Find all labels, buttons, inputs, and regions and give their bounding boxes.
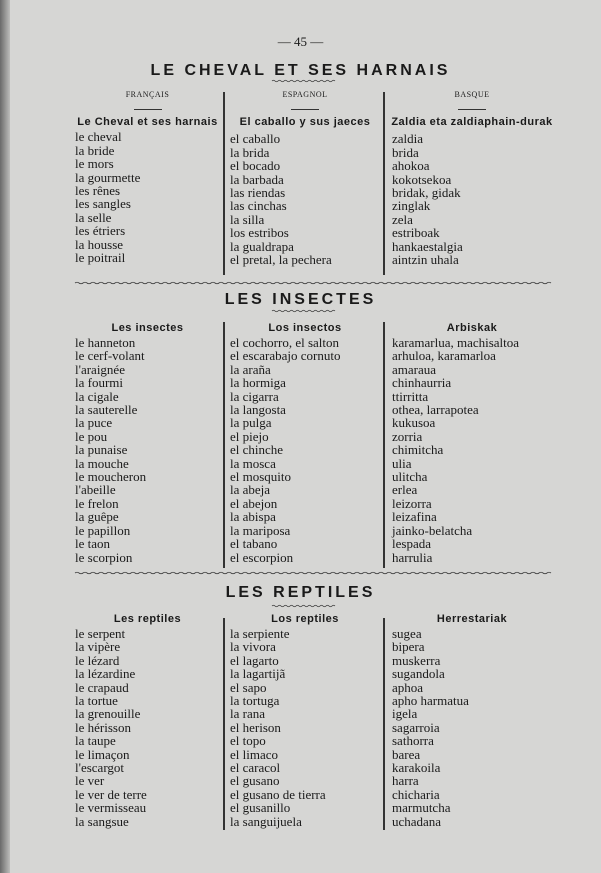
list-item: arhuloa, karamarloa	[392, 348, 496, 364]
list-item: l'escargot	[75, 760, 125, 776]
column-header: Les insectes	[111, 322, 184, 334]
list-item: la punaise	[75, 442, 128, 458]
column-header: El caballo y sus jaeces	[239, 116, 371, 129]
list-item: le scorpion	[75, 549, 133, 565]
column-header: Arbiskak	[446, 322, 498, 334]
list-item: sathorra	[392, 733, 434, 749]
list-item: harra	[392, 773, 419, 789]
list-item: el escarabajo cornuto	[230, 348, 341, 364]
list-item: el caracol	[230, 760, 281, 776]
title-ornament	[272, 80, 335, 82]
list-item: la bride	[75, 142, 115, 158]
list-item: los estribos	[230, 225, 289, 241]
column-divider	[383, 92, 385, 275]
list-item: aintzin uhala	[392, 252, 459, 268]
list-item: amaraua	[392, 361, 437, 377]
column-header: Zaldia eta zaldiaphain-durak	[391, 116, 553, 129]
list-item: la vivora	[230, 639, 276, 655]
list-item: karakoila	[392, 760, 441, 776]
list-item: la gourmette	[75, 169, 141, 185]
list-item: la sangsue	[75, 813, 129, 829]
list-item: la grenouille	[75, 706, 141, 722]
column-es	[225, 322, 385, 564]
column-divider	[383, 618, 385, 830]
list-item: la selle	[75, 209, 112, 225]
column-fr	[70, 613, 225, 828]
list-item: el caballo	[230, 131, 281, 147]
list-item: les étriers	[75, 223, 126, 239]
list-item: leizorra	[392, 495, 432, 511]
list-item: la gualdrapa	[230, 238, 294, 254]
list-item: la tortuga	[230, 693, 280, 709]
list-item: el sapo	[230, 679, 267, 695]
list-item: hankaestalgia	[392, 238, 463, 254]
language-label: BASQUE	[454, 90, 490, 99]
list-item: ahokoa	[392, 158, 430, 174]
list-item: marmutcha	[392, 800, 451, 816]
column-divider	[223, 92, 225, 275]
list-item: le moucheron	[75, 469, 147, 485]
list-item: la tortue	[75, 693, 118, 709]
column-header: Les reptiles	[113, 613, 182, 625]
list-item: estriboak	[392, 225, 440, 241]
list-item: bipera	[392, 639, 425, 655]
list-item: apho harmatua	[392, 693, 469, 709]
list-item: la vipère	[75, 639, 121, 655]
list-item: zaldia	[392, 131, 424, 147]
list-item: sugea	[392, 626, 422, 641]
list-item: jainko-belatcha	[392, 522, 473, 538]
list-item: el abejon	[230, 495, 278, 511]
list-item: la puce	[75, 415, 113, 431]
list-item: zorria	[392, 428, 423, 444]
column-header: Herrestariak	[436, 613, 508, 625]
list-item: zinglak	[392, 198, 431, 214]
list-item: la brida	[230, 144, 270, 160]
list-item: el chinche	[230, 442, 284, 458]
list-item: la rana	[230, 706, 266, 722]
page-number: — 45 —	[277, 34, 324, 49]
column-es	[225, 88, 385, 266]
list-item: l'araignée	[75, 361, 125, 377]
list-item: harrulia	[392, 549, 433, 565]
list-item: la sauterelle	[75, 402, 138, 418]
list-item: bridak, gidak	[392, 185, 461, 201]
list-item: lespada	[392, 536, 431, 552]
list-item: sagarroia	[392, 719, 440, 735]
list-item: las cinchas	[230, 198, 287, 214]
divider	[458, 109, 486, 110]
list-item: el lagarto	[230, 652, 279, 668]
list-item: ulia	[392, 455, 412, 471]
list-item: el escorpion	[230, 549, 294, 565]
list-item: chicharia	[392, 786, 440, 802]
list-item: sugandola	[392, 666, 445, 682]
list-item: le cerf-volant	[75, 348, 145, 364]
list-item: erlea	[392, 482, 418, 498]
list-item: le ver de terre	[75, 786, 147, 802]
list-item: la sanguijuela	[230, 813, 302, 829]
list-item: l'abeille	[75, 482, 116, 498]
list-item: le papillon	[75, 522, 131, 538]
column-divider	[223, 618, 225, 830]
list-item: la araña	[230, 361, 271, 377]
list-item: el piejo	[230, 428, 269, 444]
list-item: le poitrail	[75, 250, 126, 266]
list-item: la mariposa	[230, 522, 291, 538]
section-separator	[75, 572, 551, 574]
list-item: chimitcha	[392, 442, 444, 458]
list-item: igela	[392, 706, 418, 722]
list-item: la lézardine	[75, 666, 136, 682]
list-item: el limaco	[230, 746, 279, 762]
list-item: la mosca	[230, 455, 276, 471]
divider	[291, 109, 319, 110]
list-item: la abeja	[230, 482, 271, 498]
list-item: la silla	[230, 211, 265, 227]
list-item: les sangles	[75, 196, 131, 212]
column-es	[225, 613, 385, 828]
list-item: las riendas	[230, 185, 286, 201]
list-item: othea, larrapotea	[392, 402, 479, 418]
list-item: el gusanillo	[230, 800, 291, 816]
list-item: le limaçon	[75, 746, 130, 762]
list-item: el tabano	[230, 536, 278, 552]
list-item: karamarlua, machisaltoa	[392, 335, 520, 350]
title-ornament	[272, 310, 335, 312]
column-divider	[383, 322, 385, 568]
list-item: leizafina	[392, 509, 437, 525]
list-item: le lézard	[75, 652, 120, 668]
section-title: LE CHEVAL ET SES HARNAIS	[150, 62, 451, 79]
language-label: FRANÇAIS	[125, 90, 170, 99]
section-separator	[75, 282, 551, 284]
list-item: barea	[392, 746, 421, 762]
list-item: la hormiga	[230, 375, 286, 391]
list-item: zela	[392, 211, 413, 227]
list-item: el topo	[230, 733, 266, 749]
list-item: el gusano	[230, 773, 280, 789]
column-eu	[387, 613, 557, 828]
list-item: le hérisson	[75, 719, 131, 735]
list-item: aphoa	[392, 679, 424, 695]
list-item: chinhaurria	[392, 375, 452, 391]
title-ornament	[272, 605, 335, 607]
list-item: le frelon	[75, 495, 119, 511]
list-item: la abispa	[230, 509, 276, 525]
list-item: le hanneton	[75, 335, 136, 350]
list-item: el gusano de tierra	[230, 786, 326, 802]
column-eu	[387, 322, 557, 564]
list-item: le taon	[75, 536, 111, 552]
column-eu	[387, 88, 557, 266]
list-item: la serpiente	[230, 626, 290, 641]
column-header: Los reptiles	[271, 613, 339, 625]
list-item: le mors	[75, 156, 114, 172]
list-item: la cigale	[75, 388, 119, 404]
list-item: ttirritta	[392, 388, 429, 404]
list-item: le cheval	[75, 129, 122, 145]
column-divider	[223, 322, 225, 568]
list-item: la barbada	[230, 171, 284, 187]
list-item: le pou	[75, 428, 108, 444]
section-title: LES INSECTES	[224, 291, 377, 308]
list-item: les rênes	[75, 183, 121, 199]
list-item: el pretal, la pechera	[230, 252, 332, 268]
list-item: el mosquito	[230, 469, 292, 485]
list-item: la lagartijã	[230, 666, 286, 682]
list-item: el cochorro, el salton	[230, 335, 340, 350]
list-item: el herison	[230, 719, 281, 735]
list-item: muskerra	[392, 652, 441, 668]
list-item: la pulga	[230, 415, 272, 431]
column-header: Los insectos	[268, 322, 342, 334]
section-title: LES REPTILES	[225, 584, 376, 601]
language-label: ESPAGNOL	[282, 90, 328, 99]
list-item: la taupe	[75, 733, 116, 749]
list-item: uchadana	[392, 813, 442, 829]
list-item: le serpent	[75, 626, 126, 641]
list-item: la langosta	[230, 402, 286, 418]
column-header: Le Cheval et ses harnais	[77, 116, 218, 129]
list-item: la fourmi	[75, 375, 124, 391]
list-item: la guêpe	[75, 509, 119, 525]
list-item: ulitcha	[392, 469, 428, 485]
column-fr	[70, 88, 225, 264]
list-item: la housse	[75, 236, 124, 252]
column-fr	[70, 322, 225, 564]
divider	[134, 109, 162, 110]
list-item: la mouche	[75, 455, 129, 471]
list-item: kukusoa	[392, 415, 436, 431]
list-item: brida	[392, 144, 419, 160]
list-item: el bocado	[230, 158, 281, 174]
list-item: kokotsekoa	[392, 171, 452, 187]
list-item: le crapaud	[75, 679, 129, 695]
list-item: le ver	[75, 773, 105, 789]
list-item: la cigarra	[230, 388, 279, 404]
list-item: le vermisseau	[75, 800, 147, 816]
